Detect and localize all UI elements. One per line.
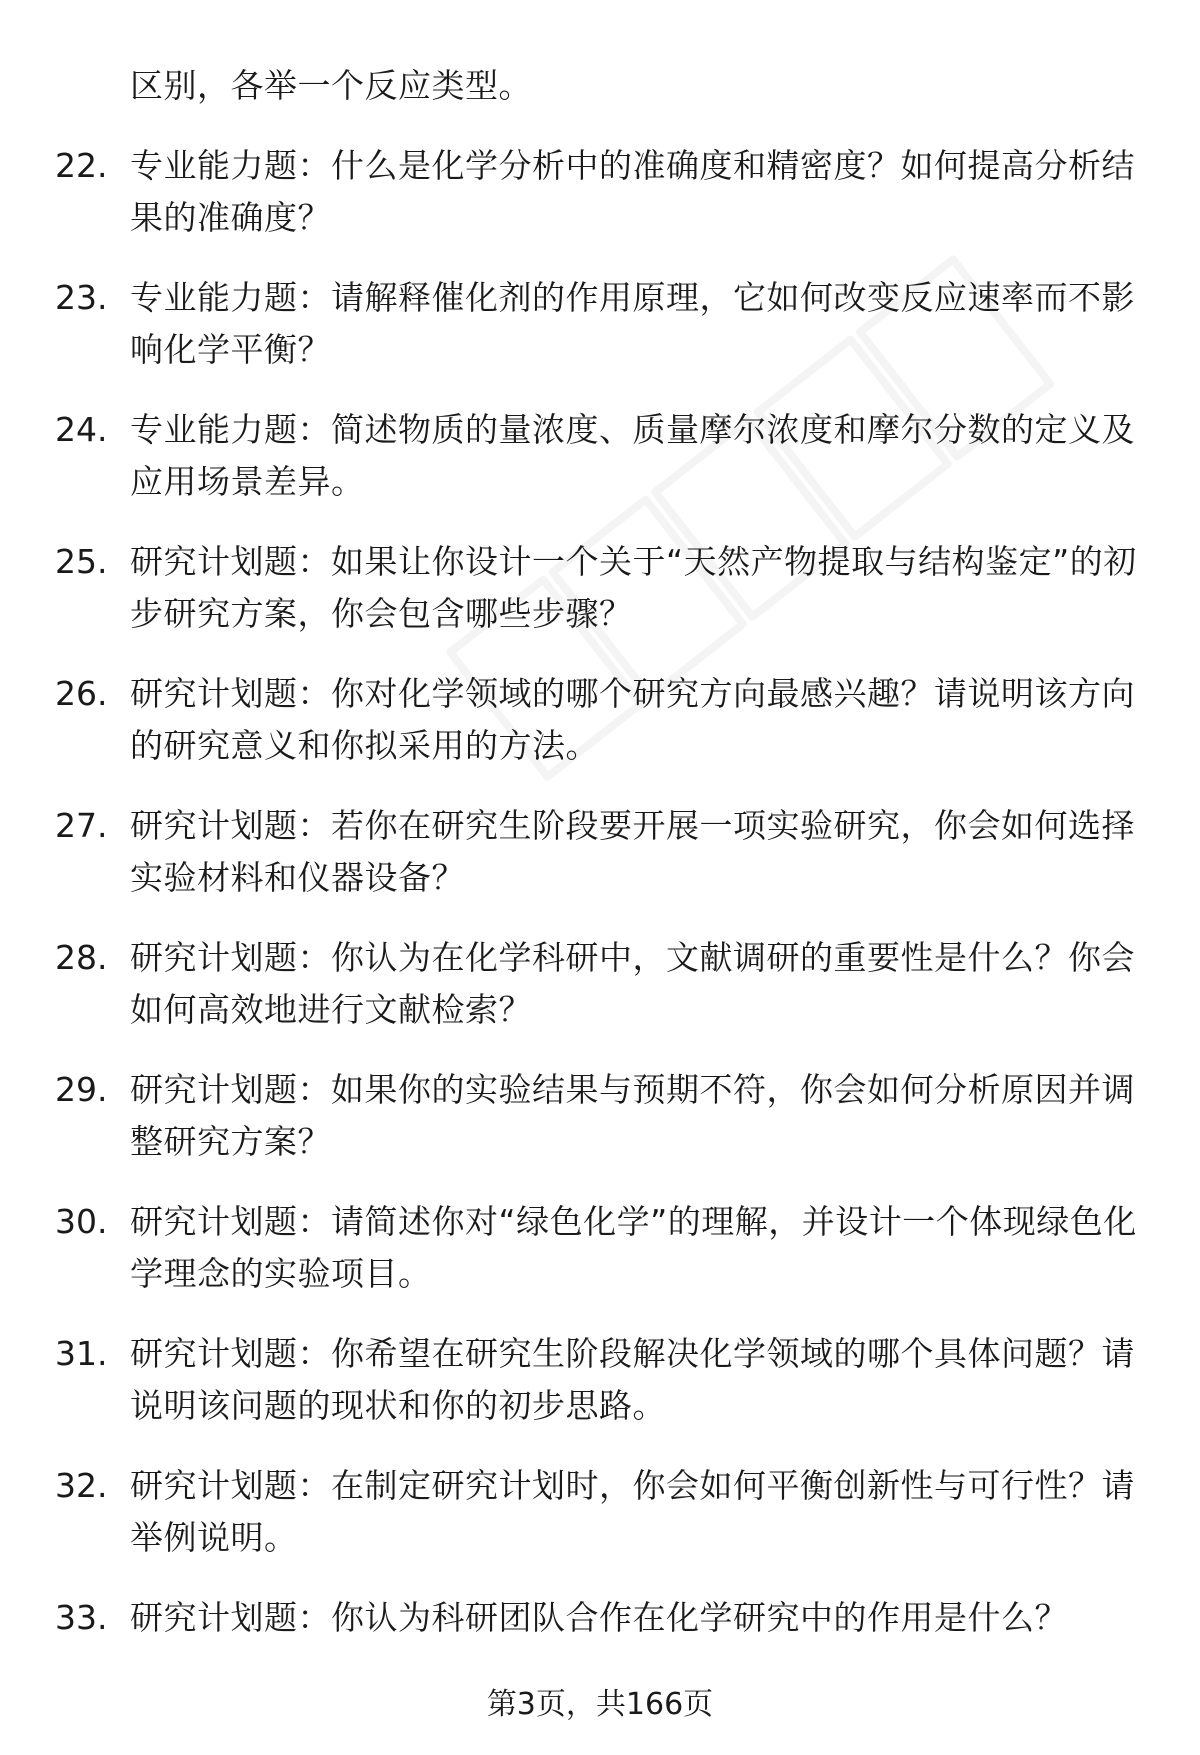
question-number: 27.	[55, 806, 108, 845]
question-number: 25.	[55, 542, 108, 581]
question-number: 28.	[55, 938, 108, 977]
question-text: 研究计划题：请简述你对“绿色化学”的理解，并设计一个体现绿色化学理念的实验项目。	[130, 1202, 1137, 1293]
question-text: 专业能力题：简述物质的量浓度、质量摩尔浓度和摩尔分数的定义及应用场景差异。	[130, 410, 1135, 501]
list-item	[55, 536, 1145, 640]
question-number: 29.	[55, 1070, 108, 1109]
list-item	[55, 932, 1145, 1036]
list-item	[55, 272, 1145, 376]
question-text: 研究计划题：你认为科研团队合作在化学研究中的作用是什么？	[130, 1598, 1068, 1637]
question-number: 26.	[55, 674, 108, 713]
page-footer: 第3页，共166页	[486, 1687, 714, 1722]
question-text: 研究计划题：若你在研究生阶段要开展一项实验研究，你会如何选择实验材料和仪器设备？	[130, 806, 1135, 897]
list-item	[55, 140, 1145, 244]
question-number: 23.	[55, 278, 108, 317]
list-item	[55, 1064, 1145, 1168]
continued-text: 区别，各举一个反应类型。	[130, 66, 532, 105]
question-number: 32.	[55, 1466, 108, 1505]
question-text: 研究计划题：如果你的实验结果与预期不符，你会如何分析原因并调整研究方案？	[130, 1070, 1135, 1161]
question-number: 31.	[55, 1334, 108, 1373]
question-text: 研究计划题：在制定研究计划时，你会如何平衡创新性与可行性？请举例说明。	[130, 1466, 1135, 1557]
list-item	[55, 1592, 1145, 1644]
list-item	[55, 1460, 1145, 1564]
question-number: 33.	[55, 1598, 108, 1637]
question-text: 研究计划题：你希望在研究生阶段解决化学领域的哪个具体问题？请说明该问题的现状和你的初步思路。	[130, 1334, 1135, 1425]
list-item	[55, 668, 1145, 772]
list-item	[55, 404, 1145, 508]
question-number: 24.	[55, 410, 108, 449]
list-item	[55, 800, 1145, 904]
question-text: 专业能力题：请解释催化剂的作用原理，它如何改变反应速率而不影响化学平衡？	[130, 278, 1135, 369]
question-number: 30.	[55, 1202, 108, 1241]
list-item	[55, 1328, 1145, 1432]
list-item	[55, 1196, 1145, 1300]
question-text: 研究计划题：你认为在化学科研中，文献调研的重要性是什么？你会如何高效地进行文献检索？	[130, 938, 1135, 1029]
question-text: 研究计划题：你对化学领域的哪个研究方向最感兴趣？请说明该方向的研究意义和你拟采用的方法。	[130, 674, 1135, 765]
question-text: 研究计划题：如果让你设计一个关于“天然产物提取与结构鉴定”的初步研究方案，你会包含哪些步骤？	[130, 542, 1137, 633]
question-number: 22.	[55, 146, 108, 185]
question-list	[55, 60, 1145, 1672]
question-text: 专业能力题：什么是化学分析中的准确度和精密度？如何提高分析结果的准确度？	[130, 146, 1135, 237]
